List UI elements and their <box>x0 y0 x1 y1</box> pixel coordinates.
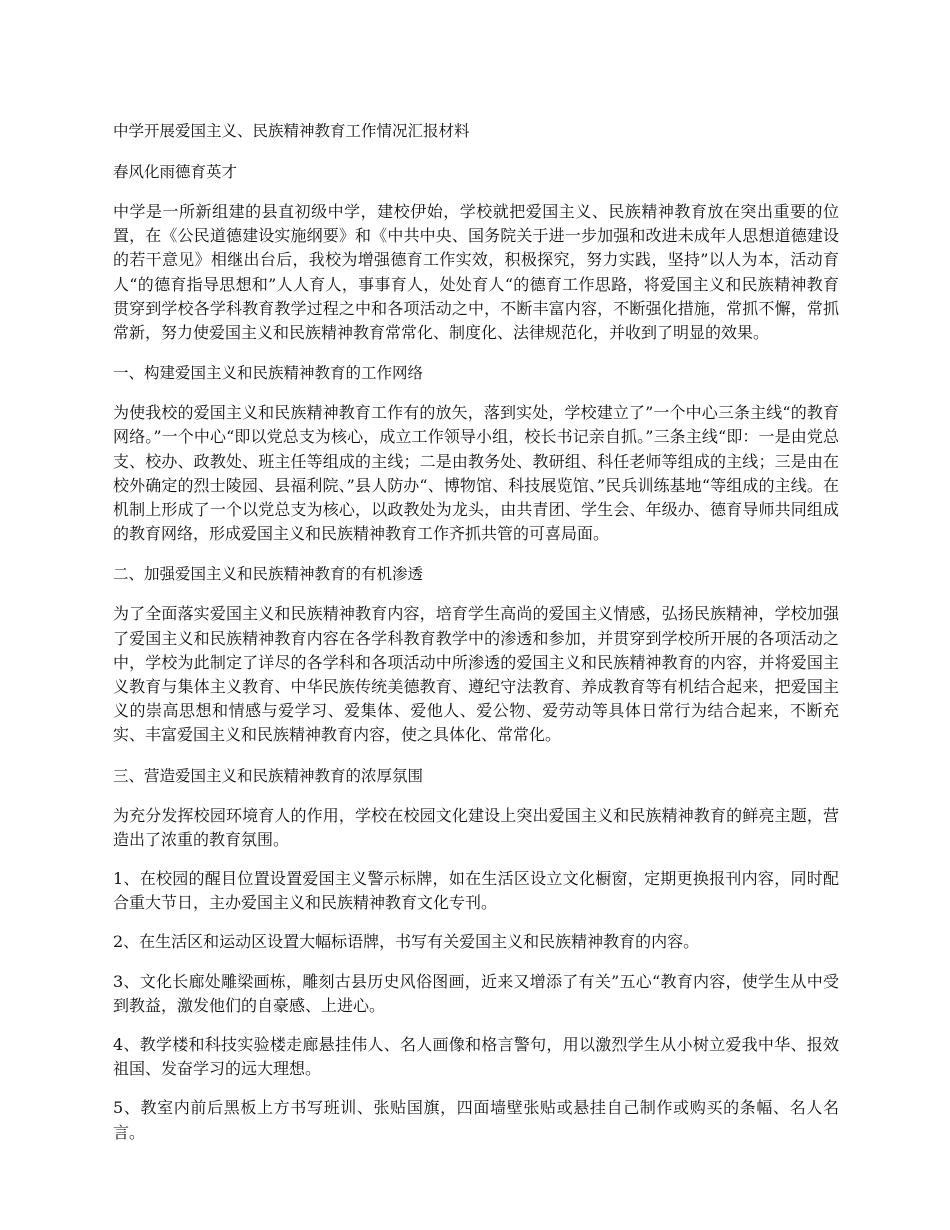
section-3-item-4: 4、教学楼和科技实验楼走廊悬挂伟人、名人画像和格言警句，用以激烈学生从小树立爱我中华、报效祖国、发奋学习的远大理想。 <box>113 1035 839 1079</box>
document-subtitle: 春风化雨德育英才 <box>113 163 238 181</box>
section-3-item-1: 1、在校园的醒目位置设置爱国主义警示标牌，如在生活区设立文化橱窗，定期更换报刊内容，同时配合重大节日，主办爱国主义和民族精神教育文化专刊。 <box>113 869 839 913</box>
section-2-paragraph: 为了全面落实爱国主义和民族精神教育内容，培育学生高尚的爱国主义情感，弘扬民族精神，学校加强了爱国主义和民族精神教育内容在各学科教育教学中的渗透和参加，并贯穿到学校所开展的各项活动之中，学校为此制定了详尽的各学科和各项活动中所渗透的爱国主义和民族精神教育的内容，并将爱国主义教育与集体主义教育、中华民族传统美德教育、遵纪守法教育、养成教育等有机结合起来，把爱国主义的崇高思想和情感与爱学习、爱集体、爱他人、爱公物、爱劳动等具体日常行为结合起来，不断充实、丰富爱国主义和民族精神教育内容，使之具体化、常常化。 <box>113 604 839 745</box>
section-3-item-2: 2、在生活区和运动区设置大幅标语牌，书写有关爱国主义和民族精神教育的内容。 <box>113 932 700 952</box>
section-3-item-5: 5、教室内前后黑板上方书写班训、张贴国旗，四面墙壁张贴或悬挂自己制作或购买的条幅、名人名言。 <box>113 1098 839 1142</box>
section-2-heading: 二、加强爱国主义和民族精神教育的有机渗透 <box>113 565 424 584</box>
document-title: 中学开展爱国主义、民族精神教育工作情况汇报材料 <box>113 122 470 140</box>
section-1-heading: 一、构建爱国主义和民族精神教育的工作网络 <box>113 364 424 383</box>
section-3-heading: 三、营造爱国主义和民族精神教育的浓厚氛围 <box>113 766 424 785</box>
intro-paragraph: 中学是一所新组建的县直初级中学，建校伊始，学校就把爱国主义、民族精神教育放在突出重要的位置，在《公民道德建设实施纲要》和《中共中央、国务院关于进一步加强和改进未成年人思想道德建设的若干意见》相继出台后，我校为增强德育工作实效，积极探究，努力实践，坚持”以人为本，活动育人“的德育指导思想和”人人育人，事事育人，处处育人“的德育工作思路，将爱国主义和民族精神教育贯穿到学校各学科教育教学过程之中和各项活动之中，不断丰富内容，不断强化措施，常抓不懈，常抓常新，努力使爱国主义和民族精神教育常常化、制度化、法律规范化，并收到了明显的效果。 <box>113 202 839 343</box>
document-page <box>113 118 839 1158</box>
section-1-paragraph: 为使我校的爱国主义和民族精神教育工作有的放矢，落到实处，学校建立了”一个中心三条主线“的教育网络。”一个中心“即以党总支为核心，成立工作领导小组，校长书记亲自抓。”三条主线“即：一是由党总支、校办、政教处、班主任等组成的主线；二是由教务处、教研组、科任老师等组成的主线；三是由在校外确定的烈士陵园、县福利院、”县人防办“、博物馆、科技展览馆、”民兵训练基地“等组成的主线。在机制上形成了一个以党总支为核心，以政教处为龙头，由共青团、学生会、年级办、德育导师共同组成的教育网络，形成爱国主义和民族精神教育工作齐抓共管的可喜局面。 <box>113 403 839 544</box>
section-3-paragraph: 为充分发挥校园环境育人的作用，学校在校园文化建设上突出爱国主义和民族精神教育的鲜亮主题，营造出了浓重的教育氛围。 <box>113 805 839 849</box>
section-3-item-3: 3、文化长廊处雕梁画栋，雕刻古县历史风俗图画，近来又增添了有关”五心“教育内容，使学生从中受到教益，激发他们的自豪感、上进心。 <box>113 971 839 1015</box>
